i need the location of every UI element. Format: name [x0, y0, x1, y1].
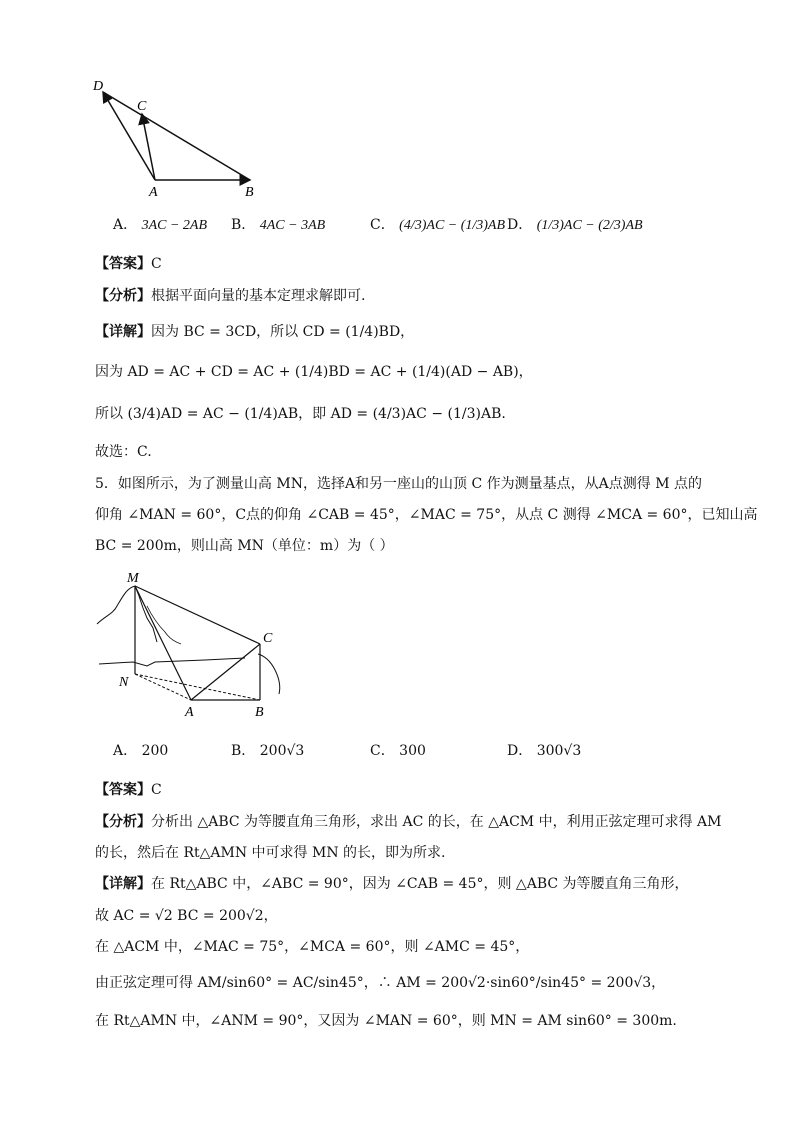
vector-figure — [85, 72, 275, 202]
q5-stem-line-3: BC = 200m，则山高 MN（单位：m）为（ ） — [95, 538, 394, 554]
q5-analysis-line-1: 【分析】分析出 △ABC 为等腰直角三角形，求出 AC 的长，在 △ACM 中，利用正弦定理可求得 AM — [95, 814, 722, 830]
q5-detail-line-5: 在 Rt△AMN 中，∠ANM = 90°，又因为 ∠MAN = 60°，则 MN = AM sin60° = 300m. — [95, 1013, 677, 1029]
q5-stem-line-2: 仰角 ∠MAN = 60°，C点的仰角 ∠CAB = 45°，∠MAC = 75°，从点 C 测得 ∠MCA = 60°，已知山高 — [95, 507, 758, 523]
label-B: B — [255, 705, 264, 720]
mountain-c-outline — [258, 654, 280, 694]
segment-NA — [135, 674, 191, 700]
q5-detail-line-3: 在 △ACM 中，∠MAC = 75°，∠MCA = 60°，则 ∠AMC = 45°， — [95, 939, 530, 955]
q4-detail-line-1: 【详解】因为 BC = 3CD，所以 CD = (1/4)BD， — [95, 324, 415, 340]
q5-option-d: D． 300√3 — [507, 743, 582, 759]
q4-analysis: 【分析】根据平面向量的基本定理求解即可. — [95, 288, 366, 304]
q5-option-a: A． 200 — [113, 743, 169, 759]
slope-detail — [147, 606, 181, 644]
q4-detail-line-2: 因为 AD = AC + CD = AC + (1/4)BD = AC + (1/4)(AD − AB)， — [95, 364, 533, 380]
segment-BD — [103, 92, 250, 180]
q5-detail-line-1: 【详解】在 Rt△ABC 中，∠ABC = 90°，因为 ∠CAB = 45°，则 △ABC 为等腰直角三角形， — [95, 876, 689, 892]
mountain-m-outline — [97, 586, 157, 642]
q5-analysis-line-2: 的长，然后在 Rt△AMN 中可求得 MN 的长，即为所求. — [95, 845, 446, 861]
segment-MA — [135, 586, 191, 700]
label-M: M — [127, 571, 139, 586]
q4-option-d: D． (1/3)AC − (2/3)AB — [507, 217, 643, 233]
q5-detail-line-2: 故 AC = √2 BC = 200√2， — [95, 908, 278, 924]
q5-option-b: B． 200√3 — [231, 743, 305, 759]
q5-answer: 【答案】C — [95, 782, 162, 798]
q4-option-a: A． 3AC − 2AB — [113, 217, 208, 233]
segment-NB — [135, 674, 260, 700]
label-A: A — [185, 705, 194, 720]
q4-option-b: B． 4AC − 3AB — [231, 217, 326, 233]
label-B: B — [245, 185, 254, 200]
q5-detail-line-4: 由正弦定理可得 AM/sin60° = AC/sin45°，∴ AM = 200√2·sin60°/sin45° = 200√3， — [95, 975, 666, 991]
mountain-figure — [95, 566, 305, 721]
vector-AD — [103, 92, 155, 180]
label-A: A — [149, 185, 158, 200]
label-N: N — [119, 675, 129, 690]
segment-AC — [191, 644, 260, 700]
label-C: C — [137, 99, 147, 114]
q4-detail-line-3: 所以 (3/4)AD = AC − (1/4)AB，即 AD = (4/3)AC − (1/3)AB. — [95, 406, 506, 422]
segment-MC — [135, 586, 260, 644]
label-C: C — [263, 631, 273, 646]
q5-option-c: C． 300 — [370, 743, 426, 759]
q5-stem-line-1: 5．如图所示，为了测量山高 MN，选择A和另一座山的山顶 C 作为测量基点，从A点测得 M 点的 — [95, 476, 703, 492]
q4-conclusion: 故选：C. — [95, 444, 152, 460]
label-D: D — [93, 79, 104, 94]
q4-option-c: C． (4/3)AC − (1/3)AB — [370, 217, 506, 233]
q4-answer: 【答案】C — [95, 256, 162, 272]
